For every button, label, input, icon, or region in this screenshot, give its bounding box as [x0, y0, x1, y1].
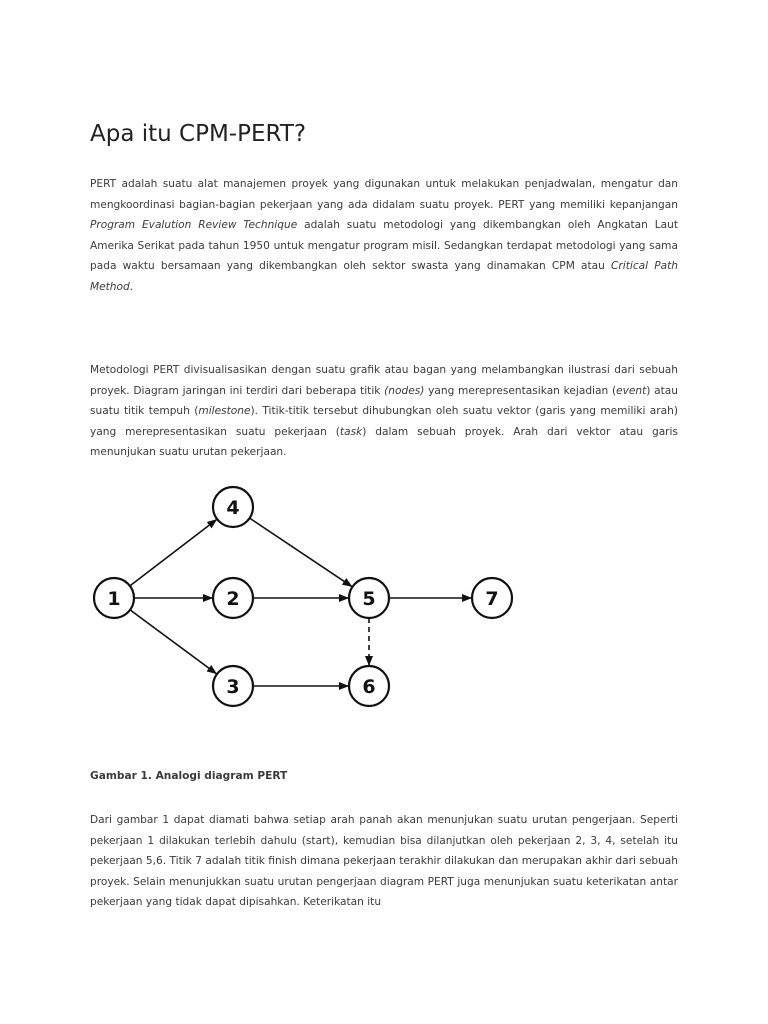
node-2: [213, 578, 253, 618]
text-run: ). Titik-titik tersebut dihubungkan oleh suatu vektor (garis yang memiliki arah) yang merepresentasikan suatu pekerjaan (: [90, 405, 682, 438]
italic-term: milestone: [198, 405, 251, 418]
node-4: [213, 487, 253, 527]
italic-term: event: [616, 384, 647, 397]
text-run: PERT adalah suatu alat manajemen proyek yang digunakan untuk melakukan penjadwalan, mengatur dan mengkoordinasi bagian-bagian pekerjaan yang ada didalam suatu proyek. PERT yang memiliki kepanjangan: [90, 178, 682, 211]
text-run: ) atau suatu titik tempuh (: [90, 384, 682, 418]
italic-term: task: [339, 425, 363, 438]
text-run: Dari gambar 1 dapat diamati bahwa setiap arah panah akan menunjukan suatu urutan pengerjaan. Seperti pekerjaan 1 dilakukan terlebih dahulu (start), kemudian bisa dilanjutkan oleh pekerjaan 2, 3, 4, setelah itu pekerjaan 5,6. Titik 7 adalah titik finish dimana pekerjaan terakhir dilakukan dan merupakan akhir dari sebuah proyek. Selain menunjukkan suatu urutan pengerjaan diagram PERT juga menunjukan suatu keterikatan antar pekerjaan yang tidak dapat dipisahkan. Keterikatan itu: [90, 814, 682, 909]
node-label: 2: [226, 588, 240, 610]
text-run: adalah suatu metodologi yang dikembangkan oleh Angkatan Laut Amerika Serikat pada tahun 1950 untuk mengatur program misil. Sedangkan terdapat metodologi yang sama pada waktu bersamaan yang dikembangkan oleh sektor swasta yang dinamakan CPM atau: [90, 219, 682, 273]
node-label: 4: [226, 497, 240, 519]
node-5: [349, 578, 389, 618]
pert-diagram: [90, 478, 518, 718]
node-6: [349, 666, 389, 706]
italic-term: Program Evalution Review Technique: [90, 219, 298, 232]
paragraph-methodology: [90, 360, 682, 463]
node-label: 3: [226, 676, 240, 698]
node-label: 7: [485, 588, 499, 610]
edge-1-4: [130, 520, 216, 586]
text-run: Metodologi PERT divisualisasikan dengan suatu grafik atau bagan yang melambangkan ilustrasi dari sebuah proyek. Diagram jaringan ini terdiri dari beberapa titik: [90, 364, 682, 397]
paragraph-intro: [90, 174, 682, 298]
text-run: .: [129, 280, 134, 293]
node-7: [472, 578, 512, 618]
paragraph-explanation: [90, 810, 682, 913]
text-run: yang merepresentasikan kejadian (: [424, 384, 617, 397]
page-title: Apa itu CPM-PERT?: [90, 121, 307, 147]
node-label: 5: [362, 588, 376, 610]
node-label: 6: [362, 676, 376, 698]
italic-term: (nodes): [384, 384, 425, 397]
node-label: 1: [107, 588, 121, 610]
figure-caption: Gambar 1. Analogi diagram PERT: [90, 770, 288, 782]
node-3: [213, 666, 253, 706]
text-run: ) dalam sebuah proyek. Arah dari vektor atau garis menunjukan suatu urutan pekerjaan.: [90, 425, 682, 459]
edge-1-3: [130, 610, 216, 674]
edge-4-5: [250, 518, 352, 586]
italic-term: Critical Path Method: [90, 260, 679, 293]
node-1: [94, 578, 134, 618]
